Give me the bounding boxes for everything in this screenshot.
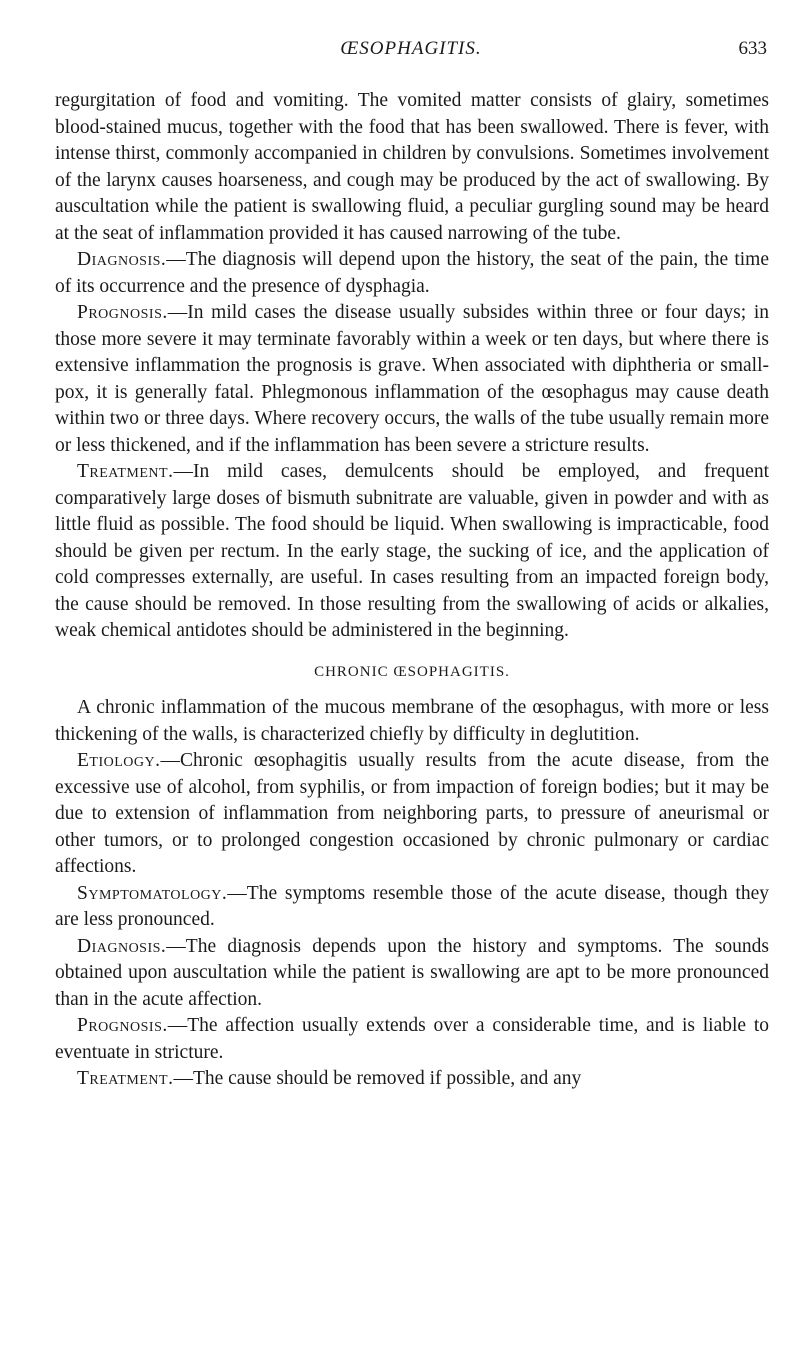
run-in-heading: Etiology. bbox=[77, 750, 161, 771]
paragraph-text: —The diagnosis will depend upon the history, the seat of the pain, the time of its occurrence and the presence of dysphagia. bbox=[55, 249, 769, 297]
running-head bbox=[55, 38, 767, 68]
paragraph-text: —The symptoms resemble those of the acute disease, though they are less pronounced. bbox=[55, 882, 769, 930]
paragraph-text: —In mild cases the disease usually subsides within three or four days; in those more severe it may terminate favorably within a week or ten days, but where there is extensive inflammation the prognosis is grave. When associated with diphtheria or small-pox, it is generally fatal. Phlegmonous inflammation of the œsophagus may cause death within two or three days. Where recovery occurs, the walls of the tube usually remain more or less thickened, and if the inflammation has been severe a stricture results. bbox=[55, 302, 769, 456]
running-title: ŒSOPHAGITIS. bbox=[340, 38, 482, 59]
section-heading: CHRONIC ŒSOPHAGITIS. bbox=[314, 663, 510, 680]
run-in-heading: Prognosis. bbox=[77, 1015, 168, 1036]
body-text bbox=[55, 88, 769, 1093]
paragraph-continuation: regurgitation of food and vomiting. The vomited matter consists of glairy, sometimes blood-stained mucus, together with the food that has been swallowed. There is fever, with intense thirst, commonly accompanied in children by convulsions. Sometimes involvement of the larynx causes hoarseness, and cough may be produced by the act of swallowing. By auscultation while the patient is swallowing fluid, a peculiar gurgling sound may be heard at the seat of inflammation provided it has caused narrowing of the tube. bbox=[55, 90, 769, 244]
run-in-heading: Prognosis. bbox=[77, 302, 168, 323]
run-in-heading: Symptomatology. bbox=[77, 882, 228, 904]
paragraph-text: —The affection usually extends over a considerable time, and is liable to eventuate in stricture. bbox=[55, 1015, 769, 1063]
paragraph-text: —Chronic œsophagitis usually results from the acute disease, from the excessive use of alcohol, from syphilis, or from impaction of foreign bodies; but it may be due to extension of inflammation from neighboring parts, to pressure of aneurismal or other tumors, or to prolonged congestion occasioned by chronic pulmonary or cardiac affections. bbox=[55, 750, 769, 877]
run-in-heading: Treatment. bbox=[77, 461, 174, 482]
paragraph-chronic-etiology bbox=[55, 748, 769, 881]
paragraph-chronic-intro: A chronic inflammation of the mucous membrane of the œsophagus, with more or less thickening of the walls, is characterized chiefly by difficulty in deglutition. bbox=[55, 697, 769, 745]
run-in-heading: Diagnosis. bbox=[77, 249, 167, 270]
paragraph-text: —The diagnosis depends upon the history and symptoms. The sounds obtained upon auscultation while the patient is swallowing are apt to be more pronounced than in the acute affection. bbox=[55, 935, 769, 1010]
paragraph-chronic-treatment bbox=[55, 1066, 769, 1093]
paragraph-chronic-symptomatology bbox=[55, 881, 769, 934]
paragraph-chronic-prognosis bbox=[55, 1013, 769, 1066]
run-in-heading: Treatment. bbox=[77, 1068, 174, 1089]
run-in-heading: Diagnosis. bbox=[77, 935, 167, 957]
paragraph-text: —The cause should be removed if possible, and any bbox=[173, 1068, 582, 1089]
paragraph-chronic-diagnosis bbox=[55, 934, 769, 1014]
paragraph-acute-treatment bbox=[55, 459, 769, 645]
page-number: 633 bbox=[738, 38, 767, 59]
paragraph-text: —In mild cases, demulcents should be employed, and frequent comparatively large doses of bismuth subnitrate are valuable, given in powder and with as little fluid as possible. The food should be liquid. When swallowing is impracticable, food should be given per rectum. In the early stage, the sucking of ice, and the application of cold compresses externally, are useful. In cases resulting from an impacted foreign body, the cause should be removed. In those resulting from the swallowing of acids or alkalies, weak chemical antidotes should be administered in the beginning. bbox=[55, 461, 769, 641]
paragraph-acute-diagnosis bbox=[55, 247, 769, 300]
paragraph-acute-prognosis bbox=[55, 300, 769, 459]
